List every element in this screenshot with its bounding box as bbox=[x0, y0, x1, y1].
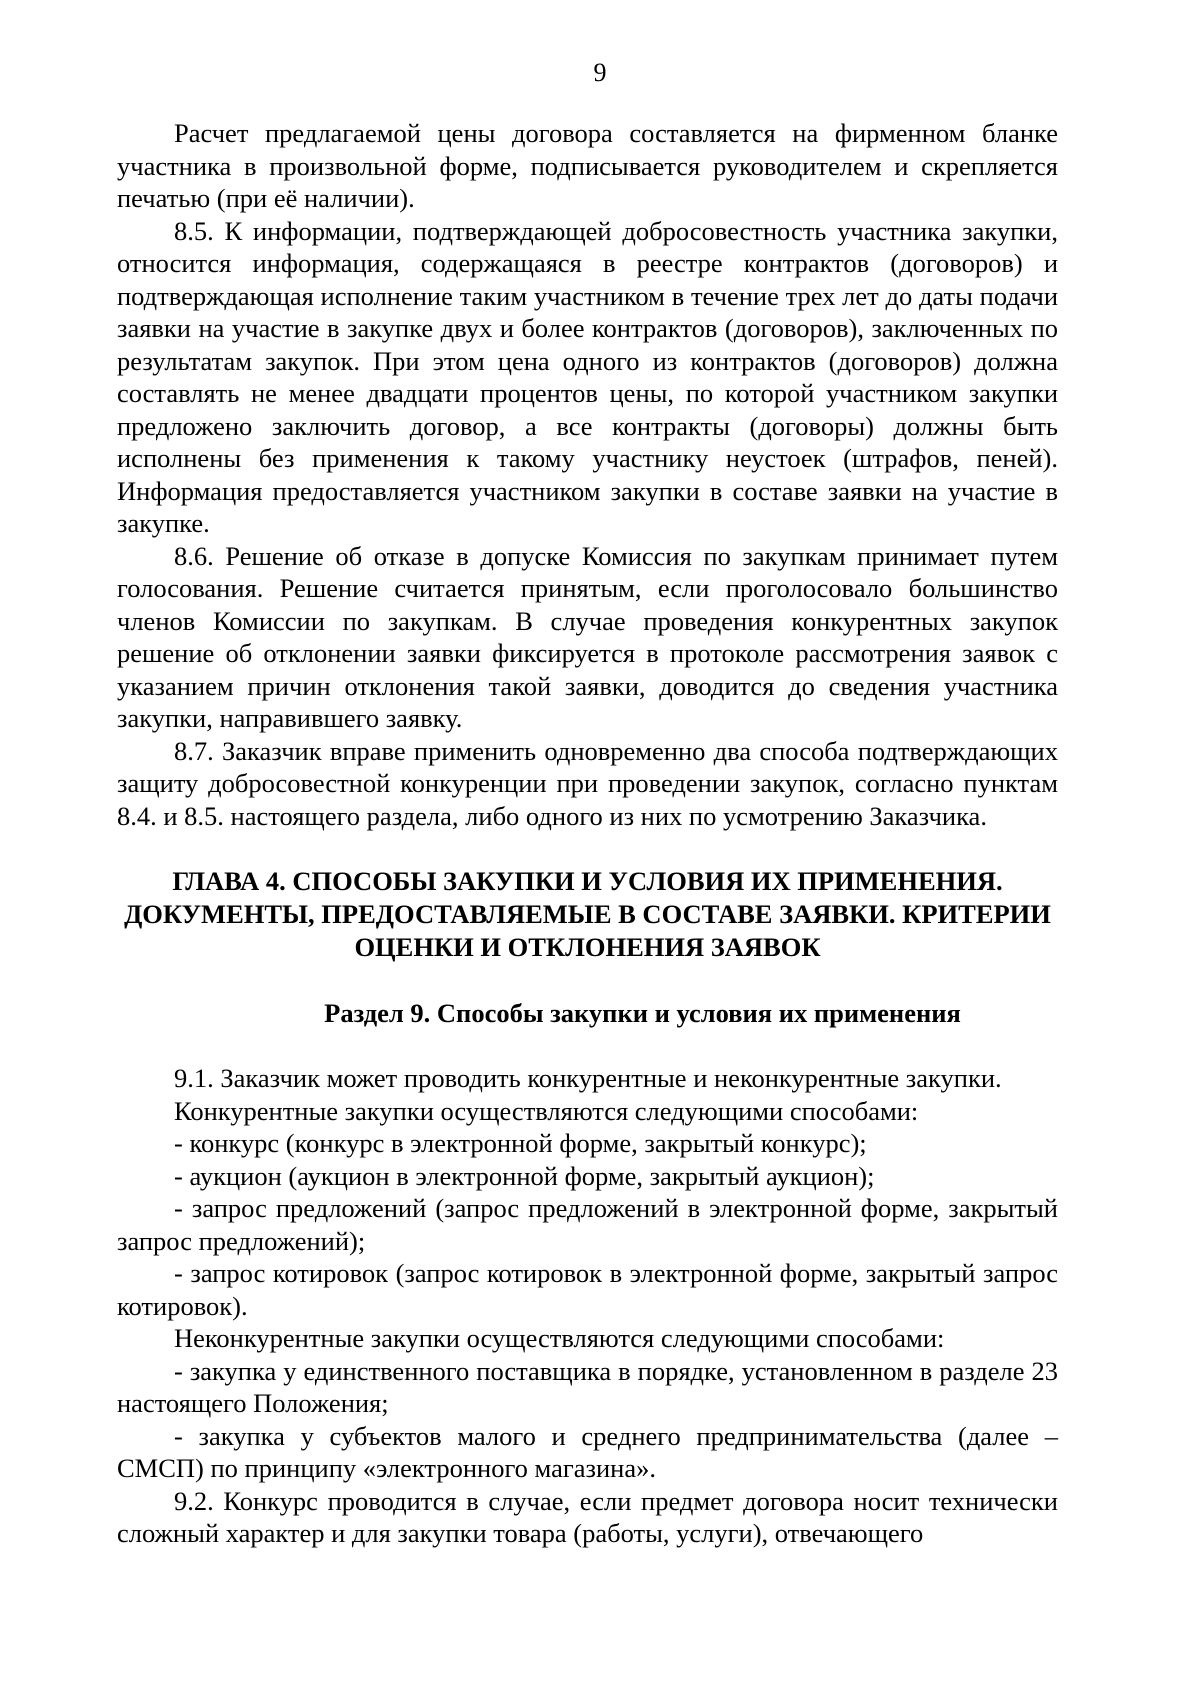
section-title: Раздел 9. Способы закупки и условия их применения bbox=[324, 998, 961, 1028]
paragraph: 8.7. Заказчик вправе применить одновременно два способа подтверждающих защиту добросовестной конкуренции при проведении закупок, согласно пунктам 8.4. и 8.5. настоящего раздела, либо одного из них по усмотрению Заказчика. bbox=[117, 735, 1058, 831]
paragraph: 8.6. Решение об отказе в допуске Комиссия по закупкам принимает путем голосования. Решение считается принятым, если проголосовало большинство членов Комиссии по закупкам. В случае проведения конкурентных закупок решение об отклонении заявки фиксируется в протоколе рассмотрения заявок с указанием причин отклонения такой заявки, доводится до сведения участника закупки, направившего заявку. bbox=[117, 540, 1058, 733]
list-item: - конкурс (конкурс в электронной форме, закрытый конкурс); bbox=[174, 1128, 867, 1158]
chapter-title-line: ОЦЕНКИ И ОТКЛОНЕНИЯ ЗАЯВОК bbox=[354, 932, 821, 962]
paragraph: 9.1. Заказчик может проводить конкурентные и неконкурентные закупки. bbox=[174, 1063, 1002, 1093]
paragraph: Расчет предлагаемой цены договора составляется на фирменном бланке участника в произвольной форме, подписывается руководителем и скрепляется печатью (при её наличии). bbox=[117, 118, 1058, 213]
chapter-title bbox=[117, 865, 1058, 964]
body-text-bottom bbox=[117, 1062, 1058, 1550]
paragraph: 8.5. К информации, подтверждающей добросовестность участника закупки, относится информация, содержащаяся в реестре контрактов (договоров) и подтверждающая исполнение таким участником в течение трех лет до даты подачи заявки на участие в закупке двух и более контрактов (договоров), заключенных по результатам закупок. При этом цена одного из контрактов (договоров) должна составлять не менее двадцати процентов цены, по которой участником закупки предложено заключить договор, а все контракты (договоры) должны быть исполнены без применения к такому участнику неустоек (штрафов, пеней). Информация предоставляется участником закупки в составе заявки на участие в закупке. bbox=[117, 215, 1058, 538]
paragraph: Неконкурентные закупки осуществляются следующими способами: bbox=[174, 1323, 945, 1353]
chapter-title-line: ГЛАВА 4. СПОСОБЫ ЗАКУПКИ И УСЛОВИЯ ИХ ПРИМЕНЕНИЯ. bbox=[172, 866, 1003, 896]
list-item: - запрос предложений (запрос предложений в электронной форме, закрытый запрос предложений); bbox=[117, 1193, 1058, 1256]
list-item: - закупка у единственного поставщика в порядке, установленном в разделе 23 настоящего Положения; bbox=[117, 1355, 1058, 1418]
list-item: - закупка у субъектов малого и среднего предпринимательства (далее – СМСП) по принципу «электронного магазина». bbox=[117, 1420, 1058, 1483]
chapter-title-line: ДОКУМЕНТЫ, ПРЕДОСТАВЛЯЕМЫЕ В СОСТАВЕ ЗАЯВКИ. КРИТЕРИИ bbox=[124, 899, 1051, 929]
list-item: - аукцион (аукцион в электронной форме, закрытый аукцион); bbox=[174, 1160, 875, 1191]
paragraph: 9.2. Конкурс проводится в случае, если предмет договора носит технически сложный характер и для закупки товара (работы, услуги), отвечающего bbox=[117, 1485, 1058, 1548]
page-number: 9 bbox=[593, 58, 607, 87]
paragraph: Конкурентные закупки осуществляются следующими способами: bbox=[174, 1095, 919, 1126]
body-text-top bbox=[117, 117, 1058, 832]
list-item: - запрос котировок (запрос котировок в электронной форме, закрытый запрос котировок). bbox=[117, 1258, 1058, 1321]
